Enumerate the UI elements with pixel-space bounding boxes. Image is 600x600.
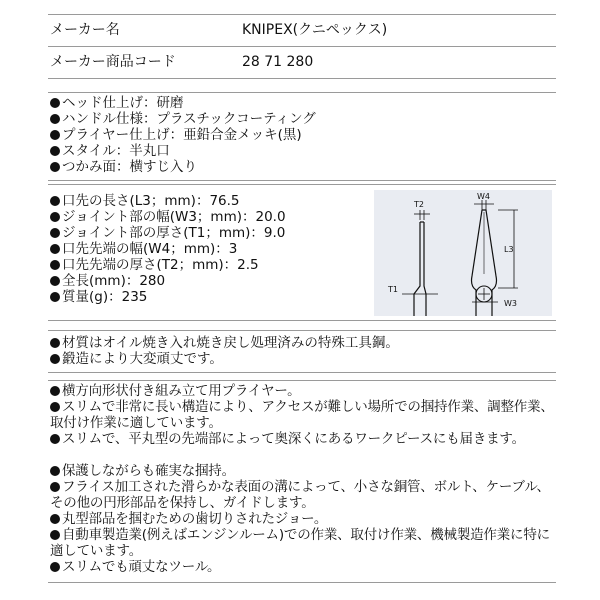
bullet-icon — [50, 386, 60, 396]
description-item: 丸型部品を掴むための歯切りされたジョー。 — [50, 512, 554, 528]
divider — [48, 46, 556, 47]
bullet-icon — [50, 114, 60, 124]
description-item: 保護しながらも確実な掴持。 — [50, 464, 554, 480]
description-item: 自動車製造業(例えばエンジンルーム)での作業、取付け作業、機械製造作業に特に適しています。 — [50, 527, 550, 559]
w4-label: W4 — [477, 192, 490, 201]
bullet-icon — [50, 196, 60, 206]
dimension-item: 口先先端の厚さ(T2；mm)：2.5 — [50, 258, 259, 274]
dimension-item: 口先先端の幅(W4；mm)：3 — [50, 242, 237, 258]
description-item: スリムで、平丸型の先端部によって奥深くにあるワークピースにも届きます。 — [50, 432, 554, 448]
description-item: 横方向形状付き組み立て用プライヤー。 — [50, 384, 554, 400]
bullet-icon — [50, 354, 60, 364]
divider — [48, 380, 556, 381]
bullet-icon — [50, 530, 60, 540]
dimension-item: ジョイント部の厚さ(T1；mm)：9.0 — [50, 226, 285, 242]
bullet-icon — [50, 276, 60, 286]
bullet-icon — [50, 162, 60, 172]
maker-name-label: メーカー名 — [50, 22, 120, 38]
bullet-icon — [50, 466, 60, 476]
feature-item: スタイル：半丸口 — [50, 144, 170, 160]
bullet-icon — [50, 98, 60, 108]
pliers-side-profile — [414, 222, 426, 316]
divider — [48, 14, 556, 15]
maker-name-value: KNIPEX(クニペックス) — [242, 22, 388, 38]
bullet-icon — [50, 402, 60, 412]
bullet-icon — [50, 212, 60, 222]
l3-label: L3 — [504, 245, 514, 254]
bullet-icon — [50, 292, 60, 302]
feature-item: つかみ面：横すじ入り — [50, 160, 197, 176]
bullet-icon — [50, 514, 60, 524]
bullet-icon — [50, 130, 60, 140]
description-item: スリムで非常に長い構造により、アクセスが難しい場所での掴持作業、調整作業、取付け作業に適しています。 — [50, 399, 554, 431]
product-code-label: メーカー商品コード — [50, 54, 176, 70]
divider — [48, 320, 556, 321]
pliers-dimension-diagram — [374, 190, 552, 316]
bullet-icon — [50, 228, 60, 238]
bullet-icon — [50, 434, 60, 444]
bullet-icon — [50, 562, 60, 572]
bullet-icon — [50, 482, 60, 492]
feature-item: ハンドル仕様：プラスチックコーティング — [50, 112, 316, 128]
divider — [48, 582, 556, 583]
t1-label: T1 — [388, 285, 398, 294]
bullet-icon — [50, 146, 60, 156]
bullet-icon — [50, 338, 60, 348]
description-item: フライス加工された滑らかな表面の溝によって、小さな銅管、ボルト、ケーブル、その他の円形部品を保持し、ガイドします。 — [50, 479, 550, 511]
feature-item: ヘッド仕上げ：研磨 — [50, 96, 184, 112]
w3-label: W3 — [504, 299, 517, 308]
product-code-value: 28 71 280 — [242, 54, 314, 70]
feature-item: プライヤー仕上げ：亜鉛合金メッキ(黒) — [50, 128, 302, 144]
spec-sheet — [48, 14, 556, 586]
divider — [48, 184, 556, 185]
material-item: 鍛造により大変頑丈です。 — [50, 352, 223, 368]
description-item: スリムでも頑丈なツール。 — [50, 560, 554, 576]
dimension-item: 全長(mm)：280 — [50, 274, 165, 290]
t2-label: T2 — [414, 200, 424, 209]
bullet-icon — [50, 244, 60, 254]
dimension-item: 質量(g)：235 — [50, 290, 147, 306]
material-item: 材質はオイル焼き入れ焼き戻し処理済みの特殊工具鋼。 — [50, 336, 399, 352]
divider — [48, 92, 556, 93]
divider — [48, 330, 556, 331]
dimension-item: 口先の長さ(L3；mm)：76.5 — [50, 194, 240, 210]
divider — [48, 372, 556, 373]
dimension-item: ジョイント部の幅(W3；mm)：20.0 — [50, 210, 286, 226]
pliers-drawing — [374, 190, 552, 316]
bullet-icon — [50, 260, 60, 270]
divider — [48, 180, 556, 181]
divider — [48, 78, 556, 79]
